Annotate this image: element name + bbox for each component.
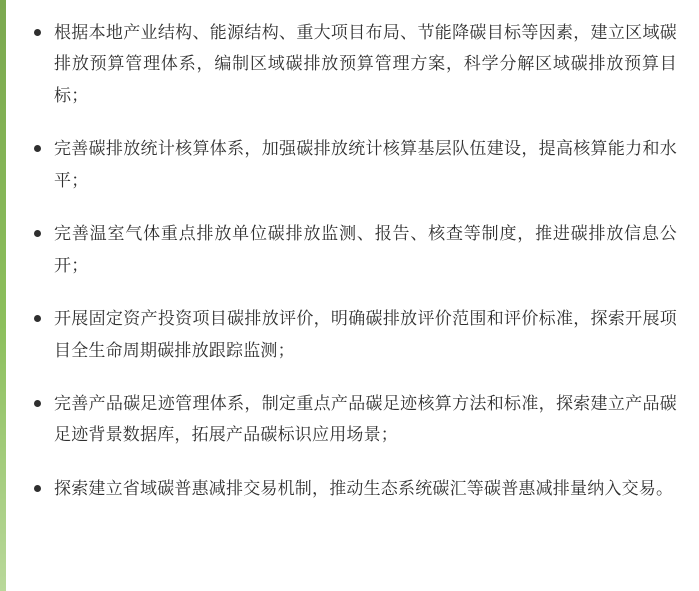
list-item-text: 完善产品碳足迹管理体系，制定重点产品碳足迹核算方法和标准，探索建立产品碳足迹背景数据库，拓展产品碳标识应用场景；: [54, 393, 677, 446]
bullet-dot-icon: [34, 485, 41, 492]
list-item: [28, 18, 677, 112]
policy-measures-list: [28, 18, 677, 505]
list-item-text: 开展固定资产投资项目碳排放评价，明确碳排放评价范围和评价标准，探索开展项目全生命周期碳排放跟踪监测；: [54, 309, 677, 361]
list-item-text: 根据本地产业结构、能源结构、重大项目布局、节能降碳目标等因素，建立区域碳排放预算管理体系，编制区域碳排放预算管理方案，科学分解区域碳排放预算目标；: [54, 23, 677, 106]
bullet-dot-icon: [34, 29, 41, 36]
bullet-dot-icon: [34, 400, 41, 407]
list-item: [28, 389, 677, 452]
bullet-dot-icon: [34, 315, 41, 322]
list-item-text: 探索建立省域碳普惠减排交易机制，推动生态系统碳汇等碳普惠减排量纳入交易。: [54, 478, 674, 499]
list-item: [28, 474, 677, 505]
list-item: [28, 219, 677, 282]
bullet-dot-icon: [34, 145, 41, 152]
list-item: [28, 134, 677, 197]
document-content: [6, 0, 699, 591]
list-item-text: 完善碳排放统计核算体系，加强碳排放统计核算基层队伍建设，提高核算能力和水平；: [54, 139, 677, 191]
list-item: [28, 304, 677, 367]
list-item-text: 完善温室气体重点排放单位碳排放监测、报告、核查等制度，推进碳排放信息公开；: [54, 224, 677, 276]
bullet-dot-icon: [34, 230, 41, 237]
